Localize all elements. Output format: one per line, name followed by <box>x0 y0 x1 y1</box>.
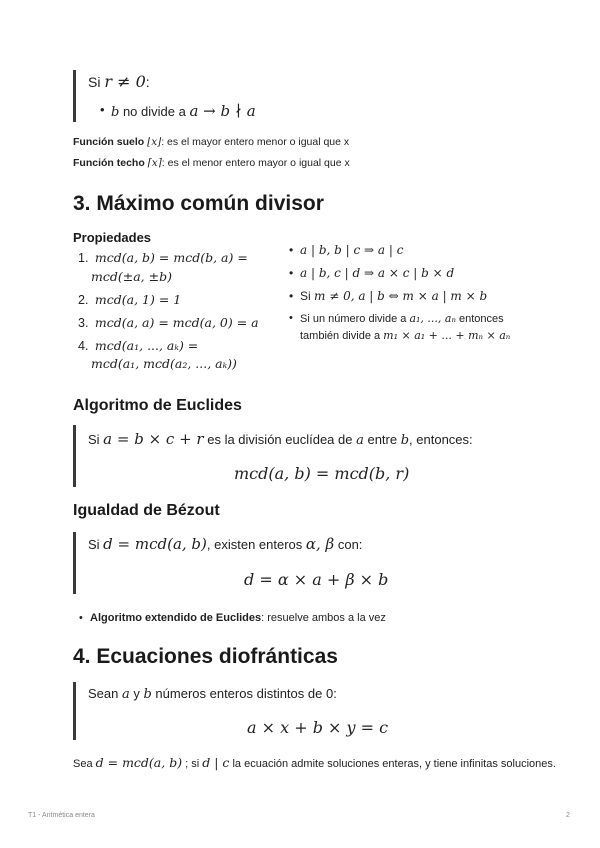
top-quote <box>73 70 76 122</box>
ceil-definition: Función techo ⌈x⌉: es el menor entero mayor o igual que x <box>73 157 350 169</box>
bezout-paragraph: Si d = mcd(a, b), existen enteros α, β con: <box>88 535 363 553</box>
prop-item-3: 3. mcd(a, a) = mcd(a, 0) = a <box>78 315 259 330</box>
sea-line: Sea d = mcd(a, b) ; si d | c la ecuación admite soluciones enteras, y tiene infinitas soluciones. <box>73 755 556 770</box>
prop-item-1-cont: mcd(±a, ±b) <box>91 269 172 284</box>
right-item-1: • a | b, b | c ⇒ a | c <box>300 243 403 257</box>
prop-item-1: 1. mcd(a, b) = mcd(b, a) = <box>78 250 248 265</box>
floor-definition: Función suelo ⌊x⌋: es el mayor entero menor o igual que x <box>73 136 350 148</box>
case-line: Si r ≠ 0: <box>88 72 150 91</box>
prop-item-2: 2. mcd(a, 1) = 1 <box>78 292 182 307</box>
bezout-bullet: • Algoritmo extendido de Euclides: resuelve ambos a la vez <box>90 612 386 624</box>
euclides-title: Algoritmo de Euclides <box>73 397 242 414</box>
section4-paragraph: Sean a y b números enteros distintos de 0: <box>88 686 337 702</box>
bezout-formula: d = α × a + β × b <box>244 570 389 589</box>
section4-formula: a × x + b × y = c <box>247 718 389 737</box>
section3-title: 3. Máximo común divisor <box>73 192 324 215</box>
euclides-quote <box>73 425 76 487</box>
props-title: Propiedades <box>73 230 152 245</box>
euclides-paragraph: Si a = b × c + r es la división euclídea de a entre b, entonces: <box>88 430 473 448</box>
euclides-formula: mcd(a, b) = mcd(b, r) <box>234 464 410 483</box>
footer-left: T1 - Aritmética entera <box>28 812 95 819</box>
section4-quote <box>73 682 76 740</box>
right-item-4-cont: también divide a m₁ × a₁ + ... + mₙ × aₙ <box>300 329 511 342</box>
right-item-4: • Si un número divide a a₁, ..., aₙ entonces <box>300 312 504 325</box>
case-bullet: • b no divide a a → b ∤ a <box>111 102 256 120</box>
prop-item-4: 4. mcd(a₁, ..., aₖ) = <box>78 338 199 353</box>
prop-item-4-cont: mcd(a₁, mcd(a₂, ..., aₖ)) <box>91 356 237 371</box>
bezout-quote <box>73 532 76 594</box>
page-number: 2 <box>566 812 570 819</box>
right-item-2: • a | b, c | d ⇒ a × c | b × d <box>300 266 454 280</box>
section4-title: 4. Ecuaciones diofránticas <box>73 645 338 668</box>
bezout-title: Igualdad de Bézout <box>73 502 220 519</box>
right-item-3: • Si m ≠ 0, a | b ⇔ m × a | m × b <box>300 289 487 303</box>
